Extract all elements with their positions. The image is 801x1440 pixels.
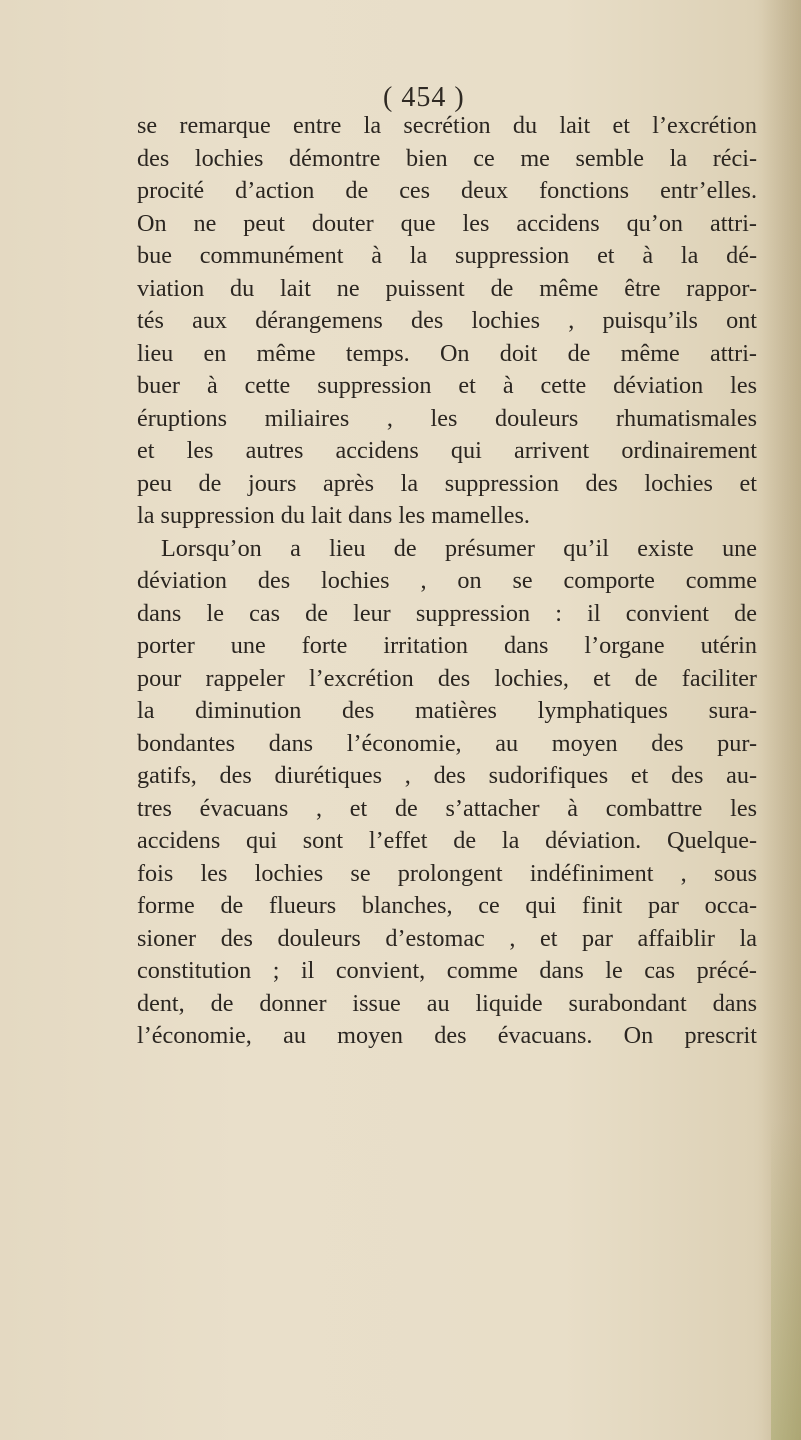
text-line: lieu en même temps. On doit de même attri-: [137, 339, 757, 367]
text-line: la diminution des matières lymphatiques sura-: [137, 697, 757, 724]
text-line: accidens qui sont l’effet de la déviation. Quelque-: [137, 827, 757, 854]
text-line: déviation des lochies , on se comporte comme: [137, 567, 757, 594]
text-line: porter une forte irritation dans l’organe utérin: [137, 632, 757, 659]
text-line: buer à cette suppression et à cette déviation les: [137, 372, 757, 399]
text-line: On ne peut douter que les accidens qu’on attri-: [137, 209, 757, 237]
body-text: [137, 110, 757, 1053]
text-line: tés aux dérangemens des lochies , puisqu’ils ont: [137, 307, 757, 334]
text-line: forme de flueurs blanches, ce qui finit par occa-: [137, 892, 757, 919]
text-line: dent, de donner issue au liquide surabondant dans: [137, 989, 757, 1017]
text-line: et les autres accidens qui arrivent ordinairement: [137, 437, 757, 464]
page-number: ( 454 ): [383, 82, 465, 113]
text-line: dans le cas de leur suppression : il convient de: [137, 599, 757, 627]
text-line: Lorsqu’on a lieu de présumer qu’il existe une: [161, 534, 757, 562]
text-line: des lochies démontre bien ce me semble la réci-: [137, 144, 757, 172]
text-line: fois les lochies se prolongent indéfiniment , sous: [137, 859, 757, 887]
text-line: bue communément à la suppression et à la dé-: [137, 242, 757, 269]
text-line: éruptions miliaires , les douleurs rhumatismales: [137, 404, 757, 432]
text-line: constitution ; il convient, comme dans le cas précé-: [137, 957, 757, 984]
text-line: viation du lait ne puissent de même être rappor-: [137, 274, 757, 302]
text-line: peu de jours après la suppression des lochies et: [137, 469, 757, 497]
text-line: gatifs, des diurétiques , des sudorifiques et des au-: [137, 762, 757, 789]
text-line: se remarque entre la secrétion du lait et l’excrétion: [137, 112, 757, 139]
text-line: l’économie, au moyen des évacuans. On prescrit: [137, 1022, 757, 1049]
text-line: sioner des douleurs d’estomac , et par affaiblir la: [137, 924, 757, 952]
text-line: tres évacuans , et de s’attacher à combattre les: [137, 794, 757, 822]
text-line: procité d’action de ces deux fonctions entr’elles.: [137, 177, 757, 204]
text-line: la suppression du lait dans les mamelles.: [137, 502, 530, 529]
page-edge-stain: [771, 1120, 801, 1440]
text-line: pour rappeler l’excrétion des lochies, et de faciliter: [137, 664, 757, 692]
text-line: bondantes dans l’économie, au moyen des pur-: [137, 729, 757, 757]
